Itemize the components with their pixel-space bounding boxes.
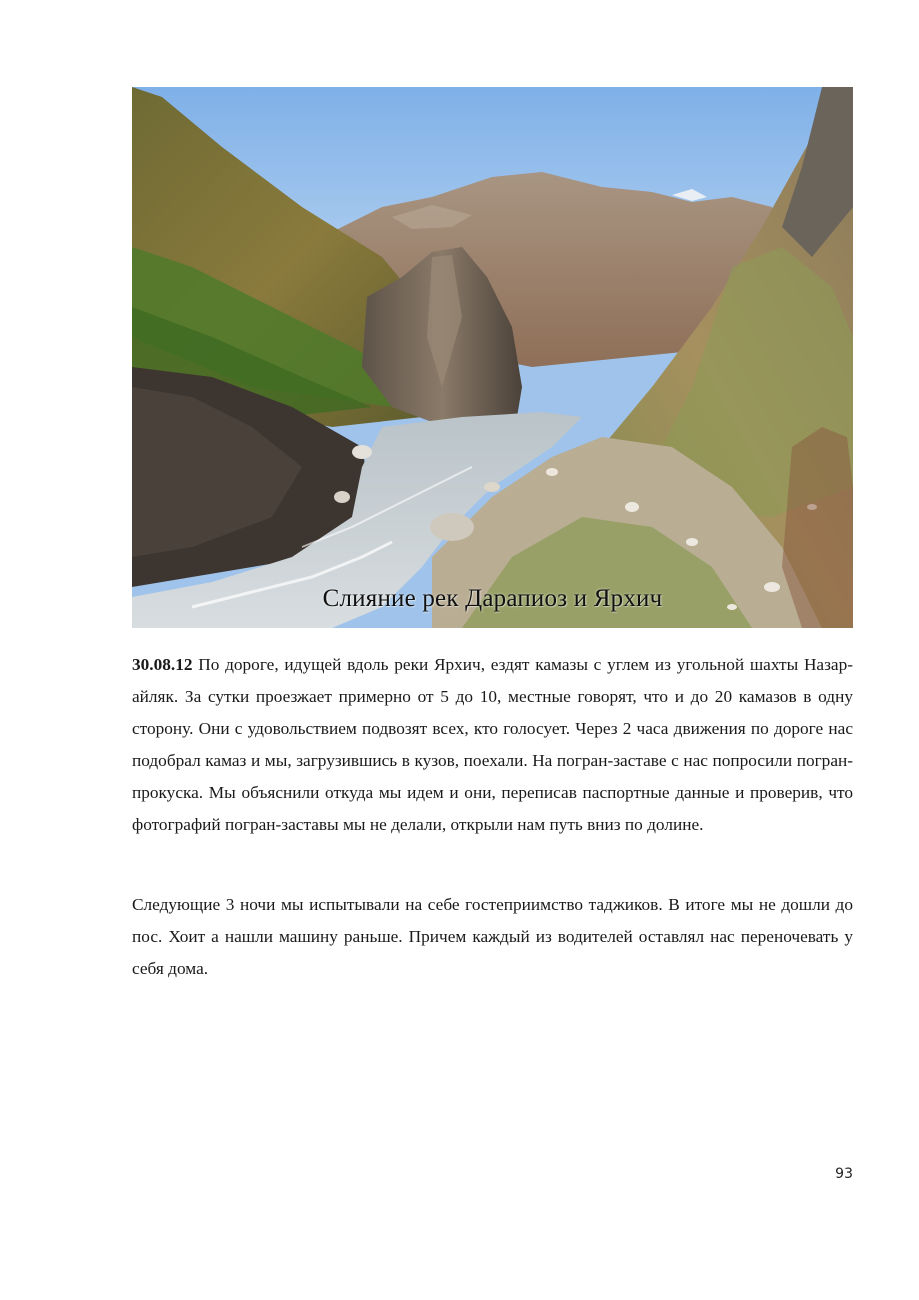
landscape-photo [132,87,853,628]
photo-caption: Слияние рек Дарапиоз и Ярхич [322,585,663,612]
mountain-river-illustration [132,87,853,628]
entry-date: 30.08.12 [132,655,193,674]
paragraph-1-text: По дороге, идущей вдоль реки Ярхич, ездят камазы с углем из угольной шахты Назар-айляк. За сутки проезжает примерно от 5 до 10, местные говорят, что и до 20 камазов в одну сторону. Они с удовольствием подвозят всех, кто голосует. Через 2 часа движения по дороге нас подобрал камаз и мы, загрузившись в кузов, поехали. На погран-заставе с нас попросили погран-прокуска. Мы объяснили откуда мы идем и они, переписав паспортные данные и проверив, что фотографий погран-заставы мы не делали, открыли нам путь вниз по долине. [132,655,853,834]
paragraph-2: Следующие 3 ночи мы испытывали на себе гостеприимство таджиков. В итоге мы не дошли до пос. Хоит а нашли машину раньше. Причем каждый из водителей оставлял нас переночевать у себя дома. [132,895,853,978]
paragraph-1 [132,649,853,841]
page-number: 93 [835,1166,853,1182]
